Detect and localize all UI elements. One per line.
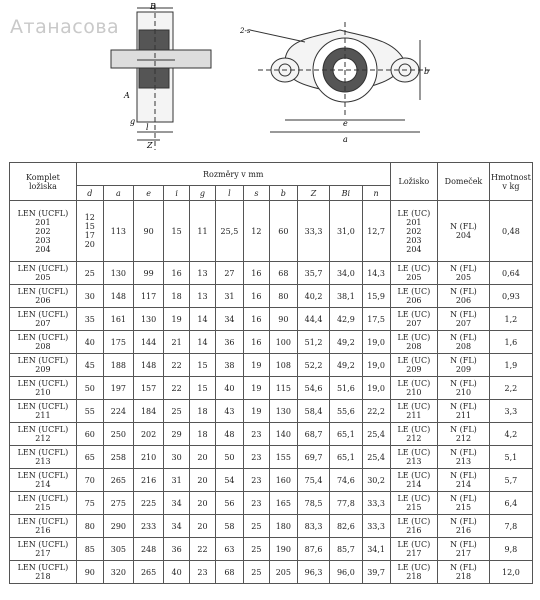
cell-e: 130 bbox=[133, 308, 163, 331]
cell-i: 15 bbox=[164, 201, 190, 262]
cell-bi: 74,6 bbox=[330, 469, 362, 492]
cell-bi: 51,6 bbox=[330, 377, 362, 400]
header-symbol-g: g bbox=[190, 186, 216, 201]
cell-n: 33,3 bbox=[362, 492, 390, 515]
cell-i: 22 bbox=[164, 377, 190, 400]
cell-z: 83,3 bbox=[297, 515, 329, 538]
cell-s: 23 bbox=[243, 423, 269, 446]
cell-i: 25 bbox=[164, 400, 190, 423]
cell-lozisko: LE (UC) 209 bbox=[390, 354, 437, 377]
cell-bi: 38,1 bbox=[330, 285, 362, 308]
cell-b: 80 bbox=[269, 285, 297, 308]
cell-l: 31 bbox=[215, 285, 243, 308]
cell-g: 13 bbox=[190, 285, 216, 308]
cell-e: 117 bbox=[133, 285, 163, 308]
cell-komplet: LEN (UCFL) 208 bbox=[10, 331, 77, 354]
table-row bbox=[10, 538, 533, 561]
header-komplet: Komplet ložiska bbox=[10, 163, 77, 201]
cell-e: 157 bbox=[133, 377, 163, 400]
cell-n: 25,4 bbox=[362, 423, 390, 446]
cell-komplet: LEN (UCFL) 201 202 203 204 bbox=[10, 201, 77, 262]
cell-d: 80 bbox=[76, 515, 103, 538]
header-hmotnost: Hmotnost v kg bbox=[489, 163, 532, 201]
label-z-side: Z bbox=[147, 141, 153, 150]
cell-lozisko: LE (UC) 208 bbox=[390, 331, 437, 354]
cell-n: 33,3 bbox=[362, 515, 390, 538]
cell-domecek: N (FL) 215 bbox=[438, 492, 490, 515]
table-row bbox=[10, 331, 533, 354]
cell-s: 25 bbox=[243, 561, 269, 584]
cell-l: 68 bbox=[215, 561, 243, 584]
label-b-top: B bbox=[150, 2, 156, 11]
cell-i: 16 bbox=[164, 262, 190, 285]
cell-a: 250 bbox=[103, 423, 133, 446]
cell-d: 55 bbox=[76, 400, 103, 423]
cell-domecek: N (FL) 208 bbox=[438, 331, 490, 354]
cell-d: 75 bbox=[76, 492, 103, 515]
cell-bi: 42,9 bbox=[330, 308, 362, 331]
cell-a: 113 bbox=[103, 201, 133, 262]
cell-a: 197 bbox=[103, 377, 133, 400]
cell-bi: 31,0 bbox=[330, 201, 362, 262]
cell-a: 258 bbox=[103, 446, 133, 469]
cell-d: 65 bbox=[76, 446, 103, 469]
cell-a: 224 bbox=[103, 400, 133, 423]
cell-g: 14 bbox=[190, 308, 216, 331]
cell-hmotnost: 1,2 bbox=[489, 308, 532, 331]
cell-bi: 34,0 bbox=[330, 262, 362, 285]
cell-n: 30,2 bbox=[362, 469, 390, 492]
cell-d: 90 bbox=[76, 561, 103, 584]
cell-z: 52,2 bbox=[297, 354, 329, 377]
cell-s: 16 bbox=[243, 285, 269, 308]
cell-n: 19,0 bbox=[362, 377, 390, 400]
cell-n: 12,7 bbox=[362, 201, 390, 262]
cell-komplet: LEN (UCFL) 206 bbox=[10, 285, 77, 308]
label-a-side: A bbox=[124, 91, 130, 100]
cell-hmotnost: 9,8 bbox=[489, 538, 532, 561]
cell-b: 190 bbox=[269, 538, 297, 561]
cell-e: 233 bbox=[133, 515, 163, 538]
cell-g: 22 bbox=[190, 538, 216, 561]
header-symbol-e: e bbox=[133, 186, 163, 201]
cell-e: 216 bbox=[133, 469, 163, 492]
cell-b: 68 bbox=[269, 262, 297, 285]
cell-l: 43 bbox=[215, 400, 243, 423]
cell-l: 56 bbox=[215, 492, 243, 515]
cell-l: 36 bbox=[215, 331, 243, 354]
cell-komplet: LEN (UCFL) 210 bbox=[10, 377, 77, 400]
cell-domecek: N (FL) 216 bbox=[438, 515, 490, 538]
cell-b: 160 bbox=[269, 469, 297, 492]
table-row bbox=[10, 262, 533, 285]
cell-hmotnost: 0,64 bbox=[489, 262, 532, 285]
cell-lozisko: LE (UC) 213 bbox=[390, 446, 437, 469]
table-row bbox=[10, 492, 533, 515]
cell-e: 184 bbox=[133, 400, 163, 423]
cell-bi: 65,1 bbox=[330, 446, 362, 469]
cell-s: 23 bbox=[243, 469, 269, 492]
cell-n: 22,2 bbox=[362, 400, 390, 423]
cell-lozisko: LE (UC) 212 bbox=[390, 423, 437, 446]
cell-bi: 49,2 bbox=[330, 354, 362, 377]
cell-i: 34 bbox=[164, 515, 190, 538]
table-row bbox=[10, 515, 533, 538]
cell-g: 20 bbox=[190, 469, 216, 492]
cell-b: 108 bbox=[269, 354, 297, 377]
cell-hmotnost: 7,8 bbox=[489, 515, 532, 538]
header-symbol-a: a bbox=[103, 186, 133, 201]
technical-drawing bbox=[0, 0, 540, 160]
header-lozisko: Ložisko bbox=[390, 163, 437, 201]
side-view-drawing bbox=[111, 5, 211, 150]
cell-l: 38 bbox=[215, 354, 243, 377]
cell-lozisko: LE (UC) 214 bbox=[390, 469, 437, 492]
cell-domecek: N (FL) 212 bbox=[438, 423, 490, 446]
cell-domecek: N (FL) 206 bbox=[438, 285, 490, 308]
cell-l: 63 bbox=[215, 538, 243, 561]
cell-bi: 77,8 bbox=[330, 492, 362, 515]
cell-a: 175 bbox=[103, 331, 133, 354]
cell-lozisko: LE (UC) 215 bbox=[390, 492, 437, 515]
cell-g: 18 bbox=[190, 400, 216, 423]
cell-n: 34,1 bbox=[362, 538, 390, 561]
cell-z: 78,5 bbox=[297, 492, 329, 515]
cell-komplet: LEN (UCFL) 215 bbox=[10, 492, 77, 515]
cell-domecek: N (FL) 218 bbox=[438, 561, 490, 584]
cell-d: 35 bbox=[76, 308, 103, 331]
cell-l: 40 bbox=[215, 377, 243, 400]
cell-z: 35,7 bbox=[297, 262, 329, 285]
cell-komplet: LEN (UCFL) 209 bbox=[10, 354, 77, 377]
cell-a: 130 bbox=[103, 262, 133, 285]
cell-i: 31 bbox=[164, 469, 190, 492]
cell-s: 23 bbox=[243, 446, 269, 469]
cell-s: 25 bbox=[243, 515, 269, 538]
cell-g: 20 bbox=[190, 492, 216, 515]
cell-lozisko: LE (UC) 207 bbox=[390, 308, 437, 331]
cell-domecek: N (FL) 214 bbox=[438, 469, 490, 492]
table-row bbox=[10, 446, 533, 469]
cell-a: 320 bbox=[103, 561, 133, 584]
table-row bbox=[10, 308, 533, 331]
label-a: a bbox=[343, 135, 348, 144]
cell-hmotnost: 5,7 bbox=[489, 469, 532, 492]
cell-lozisko: LE (UC) 217 bbox=[390, 538, 437, 561]
header-symbol-s: s bbox=[243, 186, 269, 201]
cell-a: 161 bbox=[103, 308, 133, 331]
table-row bbox=[10, 285, 533, 308]
cell-bi: 82,6 bbox=[330, 515, 362, 538]
cell-a: 290 bbox=[103, 515, 133, 538]
cell-s: 19 bbox=[243, 354, 269, 377]
cell-a: 305 bbox=[103, 538, 133, 561]
cell-hmotnost: 0,93 bbox=[489, 285, 532, 308]
cell-n: 19,0 bbox=[362, 354, 390, 377]
cell-e: 99 bbox=[133, 262, 163, 285]
cell-d: 60 bbox=[76, 423, 103, 446]
cell-hmotnost: 12,0 bbox=[489, 561, 532, 584]
cell-s: 16 bbox=[243, 262, 269, 285]
cell-komplet: LEN (UCFL) 205 bbox=[10, 262, 77, 285]
cell-a: 275 bbox=[103, 492, 133, 515]
cell-lozisko: LE (UC) 201 202 203 204 bbox=[390, 201, 437, 262]
table-row bbox=[10, 561, 533, 584]
table-row bbox=[10, 423, 533, 446]
cell-d: 45 bbox=[76, 354, 103, 377]
cell-bi: 55,6 bbox=[330, 400, 362, 423]
cell-s: 19 bbox=[243, 377, 269, 400]
cell-n: 19,0 bbox=[362, 331, 390, 354]
cell-lozisko: LE (UC) 216 bbox=[390, 515, 437, 538]
label-g-side: g bbox=[130, 117, 136, 126]
cell-i: 40 bbox=[164, 561, 190, 584]
cell-g: 15 bbox=[190, 354, 216, 377]
cell-domecek: N (FL) 204 bbox=[438, 201, 490, 262]
cell-lozisko: LE (UC) 210 bbox=[390, 377, 437, 400]
cell-komplet: LEN (UCFL) 217 bbox=[10, 538, 77, 561]
header-symbol-n: n bbox=[362, 186, 390, 201]
table-row bbox=[10, 354, 533, 377]
cell-bi: 85,7 bbox=[330, 538, 362, 561]
cell-b: 140 bbox=[269, 423, 297, 446]
cell-e: 144 bbox=[133, 331, 163, 354]
cell-n: 25,4 bbox=[362, 446, 390, 469]
cell-e: 265 bbox=[133, 561, 163, 584]
cell-hmotnost: 1,6 bbox=[489, 331, 532, 354]
cell-z: 33,3 bbox=[297, 201, 329, 262]
table-row bbox=[10, 469, 533, 492]
cell-domecek: N (FL) 207 bbox=[438, 308, 490, 331]
label-l-side: l bbox=[146, 123, 149, 132]
cell-z: 87,6 bbox=[297, 538, 329, 561]
cell-domecek: N (FL) 217 bbox=[438, 538, 490, 561]
label-e: e bbox=[343, 119, 348, 128]
cell-d: 70 bbox=[76, 469, 103, 492]
header-symbol-bi: Bi bbox=[330, 186, 362, 201]
cell-komplet: LEN (UCFL) 214 bbox=[10, 469, 77, 492]
cell-hmotnost: 4,2 bbox=[489, 423, 532, 446]
label-b-side: b bbox=[424, 67, 430, 76]
cell-z: 69,7 bbox=[297, 446, 329, 469]
cell-l: 54 bbox=[215, 469, 243, 492]
cell-domecek: N (FL) 211 bbox=[438, 400, 490, 423]
cell-n: 17,5 bbox=[362, 308, 390, 331]
cell-g: 20 bbox=[190, 515, 216, 538]
cell-b: 155 bbox=[269, 446, 297, 469]
cell-s: 12 bbox=[243, 201, 269, 262]
cell-i: 19 bbox=[164, 308, 190, 331]
cell-komplet: LEN (UCFL) 218 bbox=[10, 561, 77, 584]
header-symbol-d: d bbox=[76, 186, 103, 201]
table-row bbox=[10, 377, 533, 400]
cell-l: 48 bbox=[215, 423, 243, 446]
cell-g: 13 bbox=[190, 262, 216, 285]
cell-i: 34 bbox=[164, 492, 190, 515]
header-symbol-i: i bbox=[164, 186, 190, 201]
cell-e: 202 bbox=[133, 423, 163, 446]
cell-z: 75,4 bbox=[297, 469, 329, 492]
header-domecek: Domeček bbox=[438, 163, 490, 201]
cell-z: 40,2 bbox=[297, 285, 329, 308]
cell-s: 25 bbox=[243, 538, 269, 561]
cell-b: 115 bbox=[269, 377, 297, 400]
cell-domecek: N (FL) 213 bbox=[438, 446, 490, 469]
cell-e: 248 bbox=[133, 538, 163, 561]
cell-l: 25,5 bbox=[215, 201, 243, 262]
cell-s: 19 bbox=[243, 400, 269, 423]
cell-d: 25 bbox=[76, 262, 103, 285]
cell-b: 60 bbox=[269, 201, 297, 262]
cell-d: 85 bbox=[76, 538, 103, 561]
cell-e: 90 bbox=[133, 201, 163, 262]
cell-hmotnost: 5,1 bbox=[489, 446, 532, 469]
cell-g: 23 bbox=[190, 561, 216, 584]
cell-z: 96,3 bbox=[297, 561, 329, 584]
cell-d: 12 15 17 20 bbox=[76, 201, 103, 262]
label-2s: 2-s bbox=[240, 27, 251, 35]
cell-n: 14,3 bbox=[362, 262, 390, 285]
cell-hmotnost: 2,2 bbox=[489, 377, 532, 400]
cell-domecek: N (FL) 209 bbox=[438, 354, 490, 377]
cell-komplet: LEN (UCFL) 212 bbox=[10, 423, 77, 446]
header-rozmery: Rozměry v mm bbox=[76, 163, 390, 186]
cell-komplet: LEN (UCFL) 216 bbox=[10, 515, 77, 538]
cell-komplet: LEN (UCFL) 207 bbox=[10, 308, 77, 331]
cell-b: 90 bbox=[269, 308, 297, 331]
cell-z: 54,6 bbox=[297, 377, 329, 400]
cell-z: 51,2 bbox=[297, 331, 329, 354]
cell-a: 188 bbox=[103, 354, 133, 377]
cell-hmotnost: 1,9 bbox=[489, 354, 532, 377]
cell-b: 130 bbox=[269, 400, 297, 423]
cell-i: 36 bbox=[164, 538, 190, 561]
cell-l: 50 bbox=[215, 446, 243, 469]
cell-lozisko: LE (UC) 206 bbox=[390, 285, 437, 308]
watermark-text: Атанасова bbox=[10, 16, 120, 38]
cell-a: 265 bbox=[103, 469, 133, 492]
cell-hmotnost: 6,4 bbox=[489, 492, 532, 515]
cell-i: 29 bbox=[164, 423, 190, 446]
cell-b: 180 bbox=[269, 515, 297, 538]
cell-domecek: N (FL) 205 bbox=[438, 262, 490, 285]
cell-z: 68,7 bbox=[297, 423, 329, 446]
cell-s: 16 bbox=[243, 308, 269, 331]
cell-g: 18 bbox=[190, 423, 216, 446]
cell-lozisko: LE (UC) 211 bbox=[390, 400, 437, 423]
cell-d: 30 bbox=[76, 285, 103, 308]
cell-z: 58,4 bbox=[297, 400, 329, 423]
cell-komplet: LEN (UCFL) 211 bbox=[10, 400, 77, 423]
cell-g: 15 bbox=[190, 377, 216, 400]
cell-i: 30 bbox=[164, 446, 190, 469]
cell-b: 100 bbox=[269, 331, 297, 354]
cell-g: 14 bbox=[190, 331, 216, 354]
cell-d: 50 bbox=[76, 377, 103, 400]
cell-hmotnost: 3,3 bbox=[489, 400, 532, 423]
table-row bbox=[10, 201, 533, 262]
cell-g: 20 bbox=[190, 446, 216, 469]
cell-bi: 49,2 bbox=[330, 331, 362, 354]
cell-lozisko: LE (UC) 218 bbox=[390, 561, 437, 584]
header-symbol-b: b bbox=[269, 186, 297, 201]
cell-b: 205 bbox=[269, 561, 297, 584]
header-symbol-l: l bbox=[215, 186, 243, 201]
cell-bi: 96,0 bbox=[330, 561, 362, 584]
cell-domecek: N (FL) 210 bbox=[438, 377, 490, 400]
header-symbol-z: Z bbox=[297, 186, 329, 201]
cell-s: 23 bbox=[243, 492, 269, 515]
cell-n: 15,9 bbox=[362, 285, 390, 308]
cell-d: 40 bbox=[76, 331, 103, 354]
front-view-drawing bbox=[250, 22, 430, 132]
cell-komplet: LEN (UCFL) 213 bbox=[10, 446, 77, 469]
cell-lozisko: LE (UC) 205 bbox=[390, 262, 437, 285]
cell-e: 225 bbox=[133, 492, 163, 515]
cell-g: 11 bbox=[190, 201, 216, 262]
cell-i: 18 bbox=[164, 285, 190, 308]
cell-i: 22 bbox=[164, 354, 190, 377]
cell-hmotnost: 0,48 bbox=[489, 201, 532, 262]
bearing-spec-table bbox=[9, 162, 533, 584]
cell-a: 148 bbox=[103, 285, 133, 308]
cell-s: 16 bbox=[243, 331, 269, 354]
cell-l: 34 bbox=[215, 308, 243, 331]
cell-n: 39,7 bbox=[362, 561, 390, 584]
cell-bi: 65,1 bbox=[330, 423, 362, 446]
cell-l: 58 bbox=[215, 515, 243, 538]
table-row bbox=[10, 400, 533, 423]
cell-l: 27 bbox=[215, 262, 243, 285]
cell-i: 21 bbox=[164, 331, 190, 354]
cell-e: 148 bbox=[133, 354, 163, 377]
cell-z: 44,4 bbox=[297, 308, 329, 331]
cell-b: 165 bbox=[269, 492, 297, 515]
cell-e: 210 bbox=[133, 446, 163, 469]
